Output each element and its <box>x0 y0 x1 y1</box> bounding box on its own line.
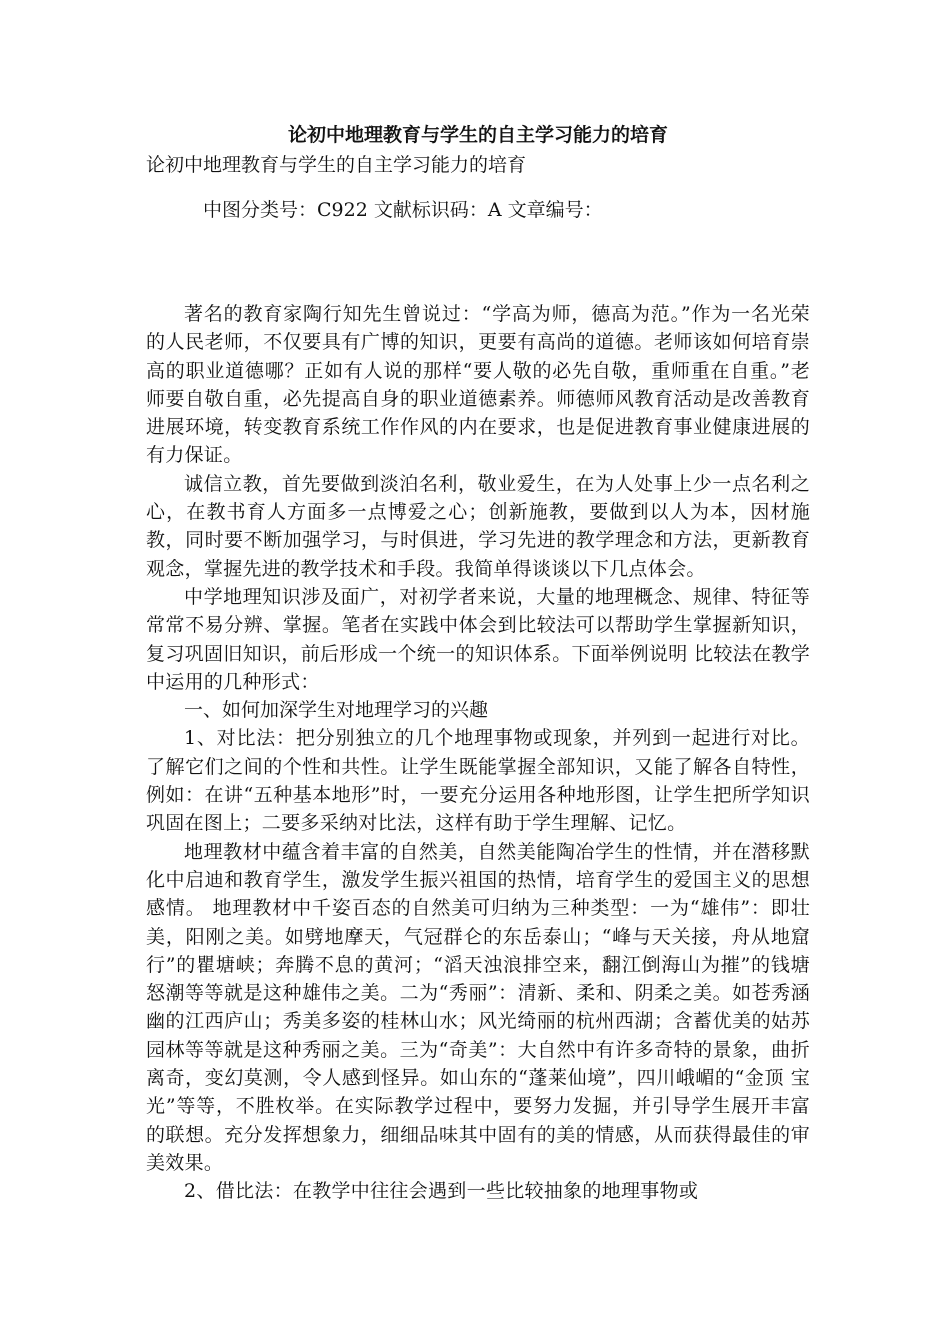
section-heading: 一、如何加深学生对地理学习的兴趣 <box>184 699 489 722</box>
paragraph-analogy-method: 2、借比法：在教学中往往会遇到一些比较抽象的地理事物或 <box>184 1180 699 1203</box>
paragraph-intro: 著名的教育家陶行知先生曾说过：“学高为师，德高为范。”作为一名光荣的人民老师，不仅要具有广博的知识，更要有高尚的道德。老师该如何培育崇高的职业道德哪？正如有人说的那样“要人敬的必先自敬，重师重在自重。”老师要自敬自重，必先提高自身的职业道德素养。师德师风教育活动是改善教育进展环境，转变教育系统工作作风的内在要求，也是促进教育事业健康进展的有力保证。 <box>146 303 810 467</box>
document-subtitle: 论初中地理教育与学生的自主学习能力的培育 <box>146 154 527 176</box>
article-body <box>146 300 810 1206</box>
document-title: 论初中地理教育与学生的自主学习能力的培育 <box>287 124 668 146</box>
paragraph-natural-beauty: 地理教材中蕴含着丰富的自然美，自然美能陶冶学生的性情，并在潜移默化中启迪和教育学生，激发学生振兴祖国的热情，培育学生的爱国主义的思想感情。 地理教材中千姿百态的自然美可归纳为三种类型：一为“雄伟”：即壮美，阳刚之美。如劈地摩天，气冠群仑的东岳泰山；“峰与天关接，舟从地窟行”的瞿塘峡；奔腾不息的黄河；“滔天浊浪排空来，翻江倒海山为摧”的钱塘怒潮等等就是这种雄伟之美。二为“秀丽”：清新、柔和、阴柔之美。如苍秀涵幽的江西庐山；秀美多姿的桂林山水；风光绮丽的杭州西湖；含蓄优美的姑苏园林等等就是这种秀丽之美。三为“奇美”：大自然中有许多奇特的景象，曲折离奇，变幻莫测，令人感到怪异。如山东的“蓬莱仙境”，四川峨嵋的“金顶 宝光”等等，不胜枚举。在实际教学过程中，要努力发掘，并引导学生展开丰富的联想。充分发挥想象力，细细品味其中固有的美的情感，从而获得最佳的审美效果。 <box>146 840 810 1174</box>
paragraph-comparison-method: 中学地理知识涉及面广，对初学者来说，大量的地理概念、规律、特征等常常不易分辨、掌握。笔者在实践中体会到比较法可以帮助学生掌握新知识，复习巩固旧知识，前后形成一个统一的知识体系。下面举例说明 比较法在教学中运用的几种形式： <box>146 585 810 693</box>
classification-line: 中图分类号：C922 文献标识码：A 文章编号： <box>203 199 603 221</box>
paragraph-integrity: 诚信立教，首先要做到淡泊名利，敬业爱生，在为人处事上少一点名利之心，在教书育人方面多一点博爱之心；创新施教，要做到以人为本，因材施教，同时要不断加强学习，与时俱进，学习先进的教学理念和方法，更新教育观念，掌握先进的教学技术和手段。我简单得谈谈以下几点体会。 <box>146 472 810 580</box>
paragraph-contrast-method: 1、对比法：把分别独立的几个地理事物或现象，并列到一起进行对比。了解它们之间的个性和共性。让学生既能掌握全部知识，又能了解各自特性，例如：在讲“五种基本地形”时，一要充分运用各种地形图，让学生把所学知识巩固在图上；二要多采纳对比法，这样有助于学生理解、记忆。 <box>146 727 810 835</box>
document-page <box>146 120 810 1206</box>
